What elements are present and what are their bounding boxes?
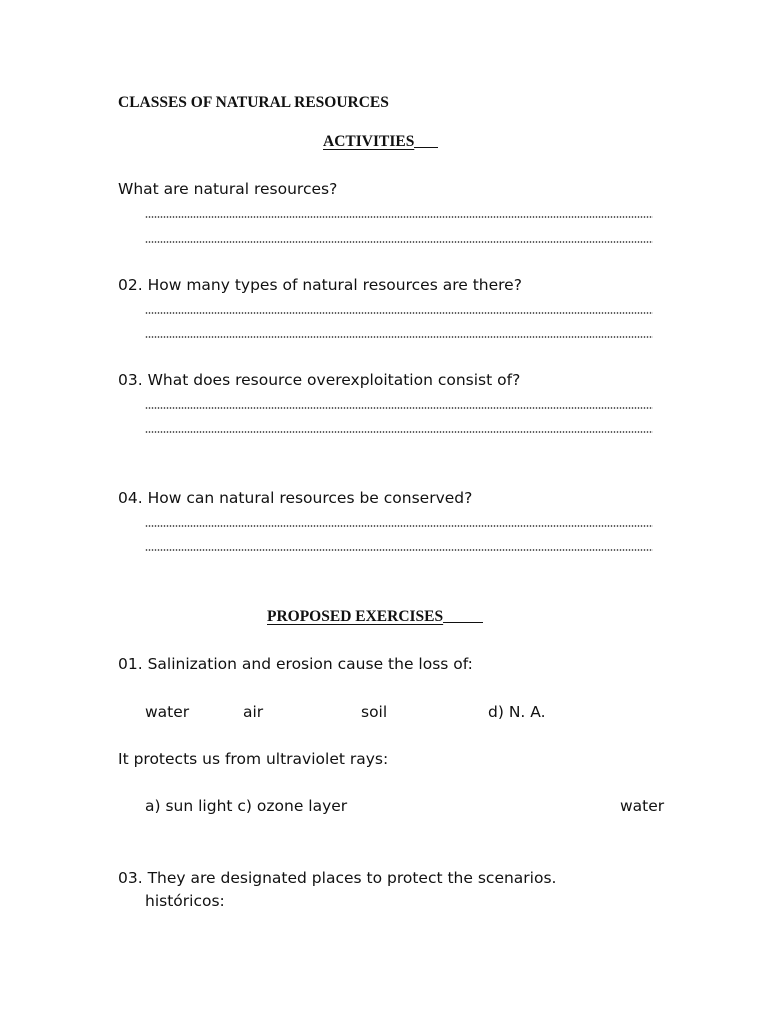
- exercises-heading-text: PROPOSED EXERCISES: [267, 608, 444, 625]
- exercise-2-options[interactable]: a) sun light c) ozone layer: [145, 797, 348, 815]
- exercise-1-option[interactable]: d) N. A.: [488, 703, 546, 721]
- answer-line[interactable]: [145, 336, 653, 338]
- activities-heading-text: ACTIVITIES: [323, 133, 415, 150]
- question-4: 04. How can natural resources be conserved?: [118, 489, 473, 507]
- question-1: What are natural resources?: [118, 180, 338, 198]
- exercise-2: It protects us from ultraviolet rays:: [118, 750, 389, 768]
- answer-line[interactable]: [145, 216, 653, 218]
- exercise-1-option[interactable]: soil: [361, 703, 388, 721]
- activities-heading: [323, 133, 438, 151]
- exercises-heading-underline: [443, 621, 483, 623]
- exercise-3-continuation: históricos:: [145, 892, 225, 910]
- exercise-1-option[interactable]: water: [145, 703, 190, 721]
- exercises-heading: [267, 608, 483, 626]
- question-3: 03. What does resource overexploitation consist of?: [118, 371, 521, 389]
- answer-line[interactable]: [145, 525, 653, 527]
- exercise-1-option[interactable]: air: [243, 703, 264, 721]
- exercise-1: 01. Salinization and erosion cause the loss of:: [118, 655, 473, 673]
- answer-line[interactable]: [145, 407, 653, 409]
- exercise-2-option-right[interactable]: water: [620, 797, 665, 815]
- activities-heading-underline: [414, 146, 438, 148]
- page-title: CLASSES OF NATURAL RESOURCES: [118, 94, 389, 111]
- question-2: 02. How many types of natural resources are there?: [118, 276, 522, 294]
- answer-line[interactable]: [145, 312, 653, 314]
- answer-line[interactable]: [145, 431, 653, 433]
- answer-line[interactable]: [145, 241, 653, 243]
- exercise-3: 03. They are designated places to protect the scenarios.: [118, 869, 557, 887]
- answer-line[interactable]: [145, 549, 653, 551]
